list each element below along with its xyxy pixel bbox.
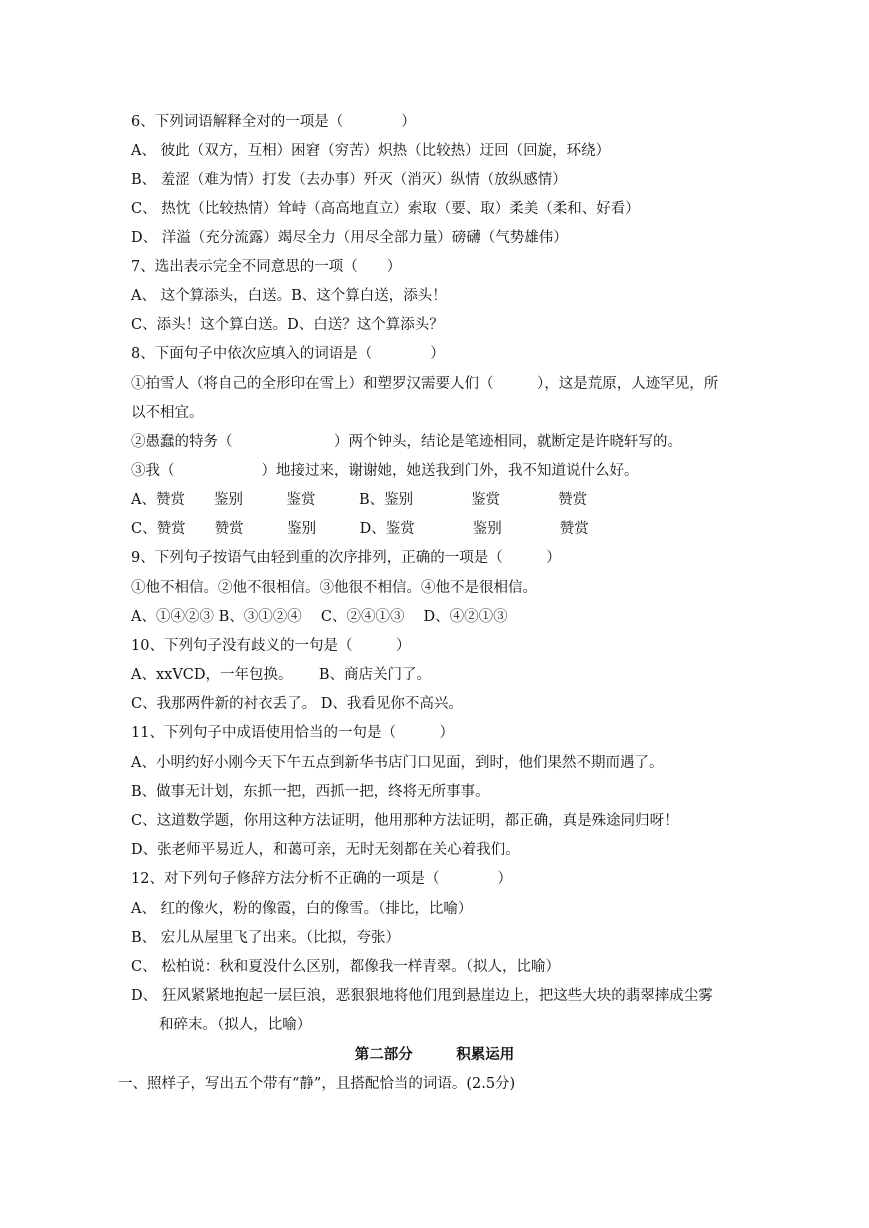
- question-6-stem: 6、下列词语解释全对的一项是（ ）: [131, 114, 416, 130]
- question-6-option-c: C、 热忱（比较热情）耸峙（高高地直立）索取（要、取）柔美（柔和、好看）: [131, 201, 640, 217]
- question-11-option-d: D、张老师平易近人，和蔼可亲，无时无刻都在关心着我们。: [131, 842, 520, 858]
- question-9-options: A、①④②③ B、③①②④ C、②④①③ D、④②①③: [131, 609, 508, 625]
- question-8-options-ab: A、赞赏 鉴别 鉴赏 B、鉴别 鉴赏 赞赏: [131, 492, 588, 508]
- question-11-stem: 11、下列句子中成语使用恰当的一句是（ ）: [131, 725, 454, 741]
- question-8-sentence-2: ②愚蠢的特务（ ）两个钟头，结论是笔迹相同，就断定是许晓轩写的。: [131, 434, 682, 450]
- question-10-options-cd: C、我那两件新的衬衣丢了。 D、我看见你不高兴。: [131, 696, 463, 712]
- question-6-option-a: A、 彼此（双方，互相）困窘（穷苦）炽热（比较热）迂回（回旋，环绕）: [131, 143, 611, 159]
- question-12-option-a: A、 红的像火，粉的像霞，白的像雪。（排比，比喻）: [131, 901, 473, 917]
- question-11-option-a: A、小明约好小刚今天下午五点到新华书店门口见面，到时，他们果然不期而遇了。: [131, 755, 664, 771]
- question-8-sentence-1-cont: 以不相宜。: [131, 405, 204, 421]
- question-9-sentences: ①他不相信。②他不很相信。③他很不相信。④他不是很相信。: [131, 580, 537, 596]
- question-12-option-b: B、 宏儿从屋里飞了出来。（比拟，夸张）: [131, 930, 401, 946]
- question-8-sentence-3: ③我（ ）地接过来，谢谢她，她送我到门外，我不知道说什么好。: [131, 463, 639, 479]
- question-12-option-d: D、 狂风紧紧地抱起一层巨浪，恶狠狠地将他们甩到悬崖边上，把这些大块的翡翠摔成尘雾: [131, 988, 713, 1004]
- question-8-stem: 8、下面句子中依次应填入的词语是（ ）: [131, 346, 445, 362]
- question-12-option-d-cont: 和碎末。（拟人，比喻）: [159, 1017, 312, 1033]
- question-10-options-ab: A、xxVCD，一年包换。 B、商店关门了。: [131, 667, 432, 683]
- question-6-option-d: D、 洋溢（充分流露）竭尽全力（用尽全部力量）磅礴（气势雄伟）: [131, 230, 568, 246]
- section-one-instruction: 一、照样子，写出五个带有“静”，且搭配恰当的词语。(2.5分): [118, 1076, 516, 1092]
- question-12-stem: 12、对下列句子修辞方法分析不正确的一项是（ ）: [131, 871, 512, 887]
- question-8-sentence-1: ①拍雪人（将自己的全形印在雪上）和塑罗汉需要人们（ ），这是荒原，人迹罕见，所: [131, 376, 719, 392]
- question-7-stem: 7、选出表示完全不同意思的一项（ ）: [131, 259, 402, 275]
- question-6-option-b: B、 羞涩（难为情）打发（去办事）歼灭（消灭）纵情（放纵感情）: [131, 172, 567, 188]
- part-two-heading: 第二部分 积累运用: [354, 1046, 515, 1063]
- question-10-stem: 10、下列句子没有歧义的一句是（ ）: [131, 638, 411, 654]
- question-8-options-cd: C、赞赏 赞赏 鉴别 D、鉴赏 鉴别 赞赏: [131, 521, 589, 537]
- question-9-stem: 9、下列句子按语气由轻到重的次序排列，正确的一项是（ ）: [131, 550, 561, 566]
- question-7-options-cd: C、添头！这个算白送。D、白送？这个算添头？: [131, 317, 444, 333]
- question-11-option-b: B、做事无计划，东抓一把，西抓一把，终将无所事事。: [131, 784, 490, 800]
- question-12-option-c: C、 松柏说：秋和夏没什么区别，都像我一样青翠。（拟人，比喻）: [131, 959, 560, 975]
- question-7-options-ab: A、 这个算添头，白送。B、这个算白送，添头！: [131, 288, 447, 304]
- question-11-option-c: C、这道数学题，你用这种方法证明，他用那种方法证明，都正确，真是殊途同归呀！: [131, 813, 679, 829]
